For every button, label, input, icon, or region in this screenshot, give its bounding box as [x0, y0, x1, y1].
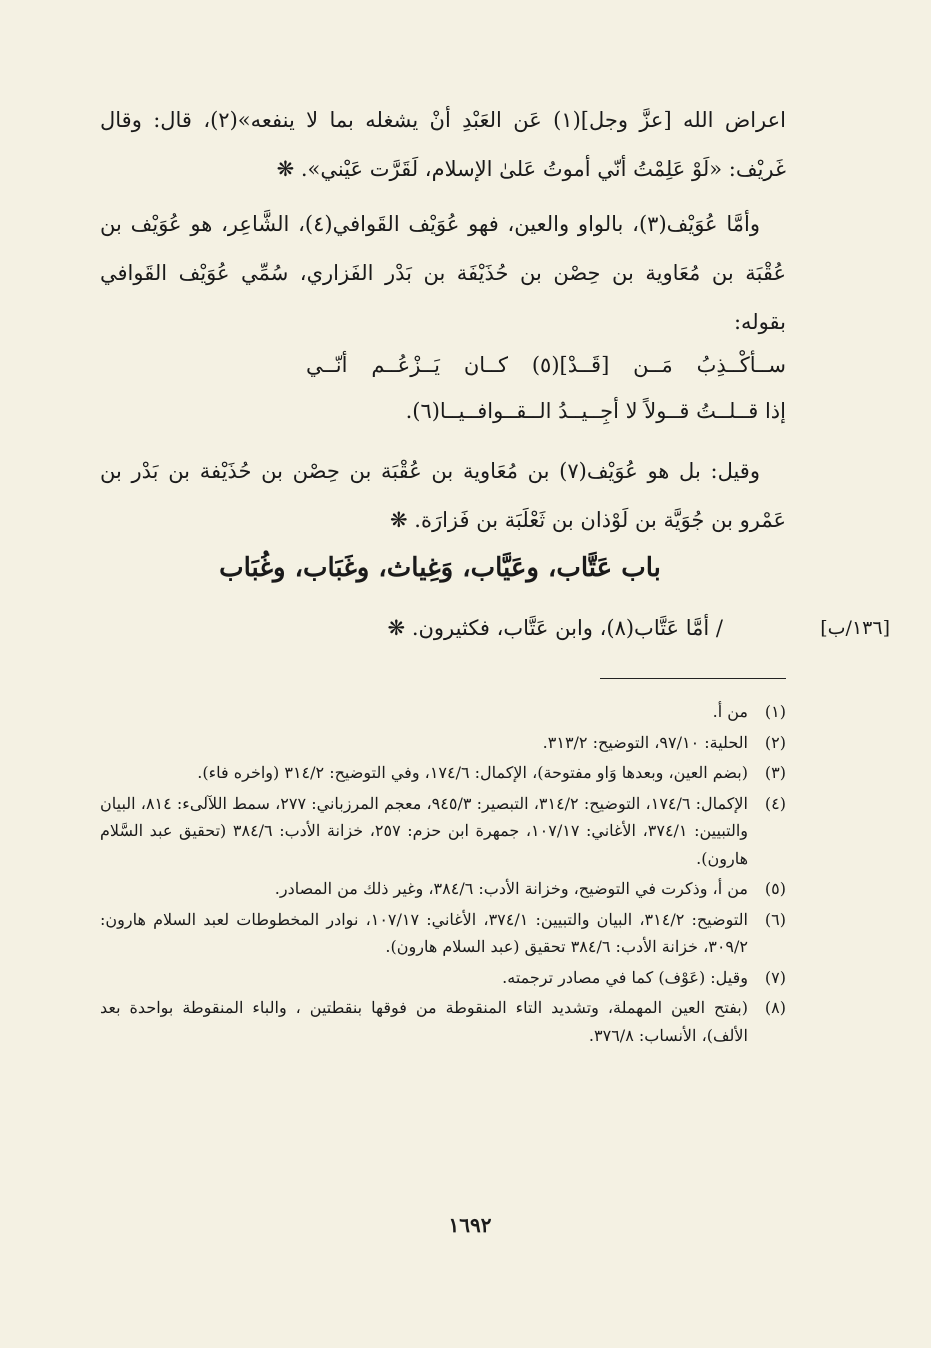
footnote-number: (٤) — [764, 793, 786, 813]
footnote-number: (٨) — [764, 998, 786, 1017]
footnote-2 — [100, 729, 786, 757]
footnote-number: (٧) — [764, 967, 786, 987]
footnote-7 — [100, 964, 786, 992]
paragraph-3: وقيل: بل هو عُوَيْف(٧) بن مُعَاوية بن عُقْبَة بن حِصْن بن حُذَيْفة بن بَدْر بن عَمْرو بن جُوَيَّة بن لَوْذان بن ثَعْلَبَة بن فَزارَة. ❋ — [100, 459, 786, 532]
paragraph-2: وأمَّا عُوَيْف(٣)، بالواو والعين، فهو عُوَيْف القَوافي(٤)، الشَّاعِر، هو عُوَيْف بن عُقْبَة بن مُعَاوية بن حِصْن بن حُذَيْفَة بن بَدْر الفَزاري، سُمِّي عُوَيْف القَوافي بقوله: — [100, 212, 786, 334]
footnote-number: (٣) — [764, 763, 786, 782]
footnote-1 — [100, 698, 786, 726]
footnote-text: من أ، وذكرت في التوضيح، وخزانة الأدب: ٣٨٤/٦، وغير ذلك من المصادر. — [274, 879, 748, 898]
footnote-number: (١) — [764, 702, 786, 721]
footnotes — [100, 698, 786, 1052]
footnote-3 — [100, 759, 786, 787]
footnote-8 — [100, 994, 786, 1049]
footnote-text: (بفتح العين المهملة، وتشديد التاء المنقوطة من فوقها بنقطتين ، والباء المنقوطة بواحدة بعد الألف)، الأنساب: ٣٧٦/٨. — [100, 998, 748, 1045]
footnote-text: وقيل: (عَوْف) كما في مصادر ترجمته. — [502, 967, 748, 987]
footnote-number: (٥) — [764, 879, 786, 898]
footnote-number: (٦) — [764, 909, 786, 929]
paragraph-3-block — [100, 447, 786, 545]
page-number: ١٦٩٢ — [448, 1213, 492, 1237]
footnote-text: الإكمال: ١٧٤/٦، التوضيح: ٣١٤/٢، التبصير: ٩٤٥/٣، معجم المرزباني: ٢٧٧، سمط اللآلىء: ٨١٤، البيان والتبيين: ٣٧٤/١، الأغاني: ١٠٧/١٧، جمهرة ابن حزم: ٢٥٧، خزانة الأدب: ٣٨٤/٦ (تحقيق عبد السَّلام هارون). — [100, 793, 749, 868]
paragraph-1: اعراض الله [عزَّ وجل](١) عَن العَبْدِ أنْ يشغله بما لا ينفعه»(٢)، قال: وقال غَريْف: «لَوْ عَلِمْتُ أنّي أموتُ عَلىٰ الإسلام، لَقَرَّت عَيْني». ❋ — [100, 108, 786, 181]
footnote-number: (٢) — [764, 732, 786, 752]
footnote-divider — [600, 678, 786, 679]
footnote-4 — [100, 790, 786, 873]
footnote-text: (بضم العين، وبعدها وَاو مفتوحة)، الإكمال: ١٧٤/٦، وفي التوضيح: ٣١٤/٢ (واخره فاء). — [197, 763, 748, 782]
verse-line-2: إذا قــلــتُ قــولاً لا أجِــيــدُ الــقــوافــيــا(٦). — [405, 399, 786, 423]
section-heading: باب عَتَّاب، وعَيَّاب، وَغِياث، وغَبَاب، وغُبَاب — [219, 553, 661, 583]
closing-line: / أمَّا عَتَّاب(٨)، وابن عَتَّاب، فكثيرون. ❋ — [387, 616, 723, 640]
verse-line-1: ســأكْــذِبُ مَــن [قَــدْ](٥) كــان يَــزْعُــم أنّــي — [306, 353, 786, 377]
footnote-6 — [100, 906, 786, 961]
footnote-5 — [100, 875, 786, 903]
footnote-text: الحلية: ٩٧/١٠، التوضيح: ٣١٣/٢. — [542, 732, 748, 752]
footnote-text: التوضيح: ٣١٤/٢، البيان والتبيين: ٣٧٤/١، الأغاني: ١٠٧/١٧، نوادر المخطوطات لعبد السلام هارون: ٣٠٩/٢، خزانة الأدب: ٣٨٤/٦ تحقيق (عبد السلام هارون). — [100, 909, 749, 956]
main-text — [100, 96, 786, 347]
footnote-text: من أ. — [712, 702, 748, 721]
folio-reference: [١٣٦/ب] — [820, 617, 890, 639]
